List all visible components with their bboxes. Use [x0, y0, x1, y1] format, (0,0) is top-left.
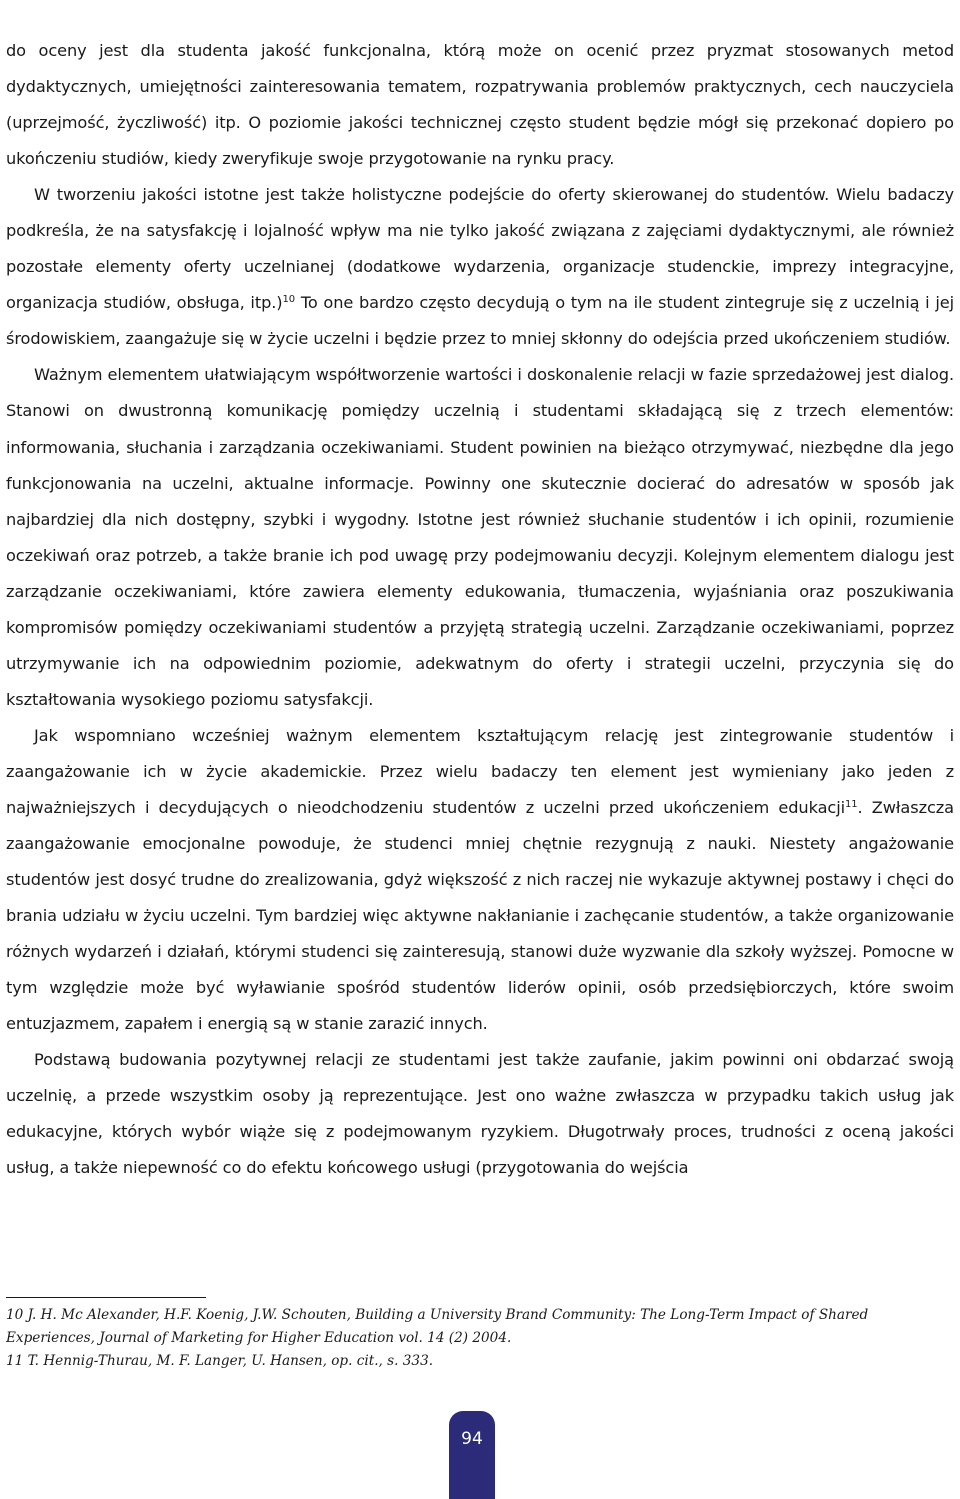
- paragraph-1: [6, 33, 954, 177]
- paragraph-4-text-a: Jak wspomniano wcześniej ważnym elementem kształtującym relację jest zintegrowanie studentów i zaangażowanie ich w życie akademickie. Przez wielu badaczy ten element jest wymieniany jako jeden z najważniejszych i decydujących o nieodchodzeniu studentów z uczelni przed ukończeniem edukacji: [6, 725, 954, 817]
- footnotes: [6, 1304, 954, 1372]
- paragraph-3: [6, 357, 954, 717]
- footnote-ref-11[interactable]: 11: [844, 798, 858, 810]
- paragraph-4-text-b: . Zwłaszcza zaangażowanie emocjonalne powoduje, że studenci mniej chętnie rezygnują z nauki. Niestety angażowanie studentów jest dosyć trudne do zrealizowania, gdyż większość z nich raczej nie wykazuje aktywnej postawy i chęci do brania udziału w życiu uczelni. Tym bardziej więc aktywne nakłanianie i zachęcanie studentów, a także organizowanie różnych wydarzeń i działań, którymi studenci się zainteresują, stanowi duże wyzwanie dla szkoły wyższej. Pomocne w tym względzie może być wyławianie spośród studentów liderów opinii, osób przedsiębiorczych, które swoim entuzjazmem, zapałem i energią są w stanie zarazić innych.: [6, 797, 954, 1034]
- page-number-tab: [449, 1411, 495, 1499]
- body-text: [6, 33, 954, 1187]
- footnote-ref-10[interactable]: 10: [282, 294, 296, 306]
- paragraph-3-text: Ważnym elementem ułatwiającym współtworzenie wartości i doskonalenie relacji w fazie sprzedażowej jest dialog. Stanowi on dwustronną komunikację pomiędzy uczelnią i studentami składającą się z trzech elementów: informowania, słuchania i zarządzania oczekiwaniami. Student powinien na bieżąco otrzymywać, niezbędne dla jego funkcjonowania na uczelni, aktualne informacje. Powinny one skutecznie docierać do adresatów w sposób jak najbardziej dla nich dostępny, szybki i wygodny. Istotne jest również słuchanie studentów i ich opinii, rozumienie oczekiwań oraz potrzeb, a także branie ich pod uwagę przy podejmowaniu decyzji. Kolejnym elementem dialogu jest zarządzanie oczekiwaniami, które zawiera elementy edukowania, tłumaczenia, wyjaśniania oraz poszukiwania kompromisów pomiędzy oczekiwaniami studentów a przyjętą strategią uczelni. Zarządzanie oczekiwaniami, poprzez utrzymywanie ich na odpowiednim poziomie, adekwatnym do oferty i strategii uczelni, przyczynia się do kształtowania wysokiego poziomu satysfakcji.: [6, 365, 954, 709]
- paragraph-5: [6, 1042, 954, 1186]
- paragraph-4: [6, 718, 954, 1042]
- footnote-separator: [6, 1297, 206, 1298]
- footnote-11: 11 T. Hennig-Thurau, M. F. Langer, U. Hansen, op. cit., s. 333.: [6, 1352, 434, 1369]
- paragraph-2-text-a: W tworzeniu jakości istotne jest także holistyczne podejście do oferty skierowanej do studentów. Wielu badaczy podkreśla, że na satysfakcję i lojalność wpływ ma nie tylko jakość związana z zajęciami dydaktycznymi, ale również pozostałe elementy oferty uczelnianej (dodatkowe wydarzenia, organizacje studenckie, imprezy integracyjne, organizacja studiów, obsługa, itp.): [6, 185, 954, 313]
- footnote-10: 10 J. H. Mc Alexander, H.F. Koenig, J.W. Schouten, Building a University Brand Community: The Long-Term Impact of Shared Experiences, Journal of Marketing for Higher Education vol. 14 (2) 2004.: [6, 1307, 869, 1346]
- paragraph-5-text: Podstawą budowania pozytywnej relacji ze studentami jest także zaufanie, jakim powinni oni obdarzać swoją uczelnię, a przede wszystkim osoby ją reprezentujące. Jest ono ważne zwłaszcza w przypadku takich usług jak edukacyjne, których wybór wiąże się z podejmowanym ryzykiem. Długotrwały proces, trudności z oceną jakości usług, a także niepewność co do efektu końcowego usługi (przygotowania do wejścia: [6, 1050, 954, 1178]
- page-number: 94: [461, 1429, 483, 1449]
- paragraph-1-text: do oceny jest dla studenta jakość funkcjonalna, którą może on ocenić przez pryzmat stosowanych metod dydaktycznych, umiejętności zainteresowania tematem, rozpatrywania problemów praktycznych, cech nauczyciela (uprzejmość, życzliwość) itp. O poziomie jakości technicznej często student będzie mógł się przekonać dopiero po ukończeniu studiów, kiedy zweryfikuje swoje przygotowanie na rynku pracy.: [6, 41, 954, 169]
- paragraph-2: [6, 177, 954, 357]
- paragraph-2-text-b: To one bardzo często decydują o tym na ile student zintegruje się z uczelnią i jej środowiskiem, zaangażuje się w życie uczelni i będzie przez to mniej skłonny do odejścia przed ukończeniem studiów.: [6, 293, 954, 349]
